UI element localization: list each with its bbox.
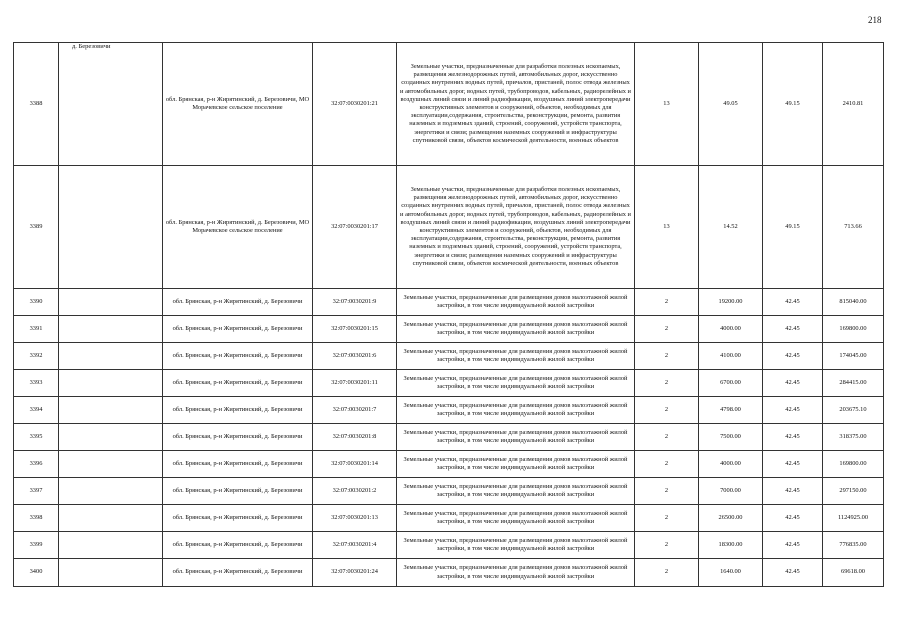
area-cell: 1640.00 bbox=[699, 559, 763, 587]
row-number: 3394 bbox=[14, 397, 59, 424]
rate-cell: 42.45 bbox=[763, 343, 823, 370]
land-purpose: Земельные участки, предназначенные для размещения домов малоэтажной жилой застройки, в том числе индивидуальной жилой застройки bbox=[397, 478, 635, 505]
rate-cell: 42.45 bbox=[763, 370, 823, 397]
table-row bbox=[14, 451, 884, 478]
address-cell: обл. Брянская, р-н Жирятинский, д. Березовичи bbox=[163, 316, 313, 343]
row-number: 3398 bbox=[14, 505, 59, 532]
land-purpose: Земельные участки, предназначенные для размещения домов малоэтажной жилой застройки, в том числе индивидуальной жилой застройки bbox=[397, 316, 635, 343]
address-cell: обл. Брянская, р-н Жирятинский, д. Березовичи bbox=[163, 424, 313, 451]
row-number: 3390 bbox=[14, 289, 59, 316]
value-cell: 1124925.00 bbox=[823, 505, 884, 532]
land-purpose: Земельные участки, предназначенные для разработки полезных ископаемых, размещения железнодорожных путей, автомобильных дорог, искусственно созданных внутренних водных путей, причалов, пристаней, полос отвода железных и автомобильных дорог, водных путей, трубопроводов, кабельных, радиорелейных и воздушных линий связи и линий радиофикации, воздушных линий электропередачи конструктивных элементов и сооружений, объектов, необходимых для эксплуатации,содержания, строительства, реконструкции, ремонта, развития наземных и подземных зданий, строений, сооружений, устройств транспорта, энергетики и связи; размещения наземных сооружений и инфраструктуры спутниковой связи, объектов космической деятельности, военных объектов bbox=[397, 43, 635, 166]
table-row bbox=[14, 559, 884, 587]
blank-cell bbox=[59, 316, 163, 343]
rate-cell: 42.45 bbox=[763, 289, 823, 316]
table-row bbox=[14, 478, 884, 505]
table-row bbox=[14, 289, 884, 316]
purpose-code: 2 bbox=[635, 451, 699, 478]
row-number: 3389 bbox=[14, 166, 59, 289]
cadastral-number: 32:07:0030201:13 bbox=[313, 505, 397, 532]
blank-cell bbox=[59, 505, 163, 532]
purpose-code: 13 bbox=[635, 166, 699, 289]
land-purpose: Земельные участки, предназначенные для размещения домов малоэтажной жилой застройки, в том числе индивидуальной жилой застройки bbox=[397, 532, 635, 559]
address-cell: обл. Брянская, р-н Жирятинский, д. Березовичи bbox=[163, 370, 313, 397]
address-cell: обл. Брянская, р-н Жирятинский, д. Березовичи bbox=[163, 289, 313, 316]
row-number: 3391 bbox=[14, 316, 59, 343]
rate-cell: 42.45 bbox=[763, 451, 823, 478]
blank-cell bbox=[59, 532, 163, 559]
cadastral-number: 32:07:0030201:14 bbox=[313, 451, 397, 478]
cadastral-number: 32:07:0030201:7 bbox=[313, 397, 397, 424]
table-row bbox=[14, 397, 884, 424]
value-cell: 169800.00 bbox=[823, 451, 884, 478]
purpose-code: 2 bbox=[635, 424, 699, 451]
land-purpose: Земельные участки, предназначенные для размещения домов малоэтажной жилой застройки, в том числе индивидуальной жилой застройки bbox=[397, 343, 635, 370]
cadastral-number: 32:07:0030201:21 bbox=[313, 43, 397, 166]
area-cell: 7500.00 bbox=[699, 424, 763, 451]
value-cell: 815040.00 bbox=[823, 289, 884, 316]
purpose-code: 2 bbox=[635, 289, 699, 316]
rate-cell: 42.45 bbox=[763, 397, 823, 424]
address-cell: обл. Брянская, р-н Жирятинский, д. Березовичи bbox=[163, 451, 313, 478]
blank-cell bbox=[59, 370, 163, 397]
area-cell: 26500.00 bbox=[699, 505, 763, 532]
table-row bbox=[14, 43, 884, 166]
purpose-code: 2 bbox=[635, 559, 699, 587]
land-purpose: Земельные участки, предназначенные для размещения домов малоэтажной жилой застройки, в том числе индивидуальной жилой застройки bbox=[397, 397, 635, 424]
address-cell: обл. Брянская, р-н Жирятинский, д. Березовичи bbox=[163, 559, 313, 587]
blank-cell bbox=[59, 424, 163, 451]
land-purpose: Земельные участки, предназначенные для размещения домов малоэтажной жилой застройки, в том числе индивидуальной жилой застройки bbox=[397, 451, 635, 478]
rate-cell: 42.45 bbox=[763, 316, 823, 343]
cadastral-number: 32:07:0030201:15 bbox=[313, 316, 397, 343]
table-row bbox=[14, 532, 884, 559]
cadastral-number: 32:07:0030201:4 bbox=[313, 532, 397, 559]
blank-cell bbox=[59, 559, 163, 587]
table-row bbox=[14, 370, 884, 397]
purpose-code: 2 bbox=[635, 478, 699, 505]
value-cell: 69618.00 bbox=[823, 559, 884, 587]
row-number: 3392 bbox=[14, 343, 59, 370]
value-cell: 284415.00 bbox=[823, 370, 884, 397]
row-number: 3397 bbox=[14, 478, 59, 505]
land-purpose: Земельные участки, предназначенные для размещения домов малоэтажной жилой застройки, в том числе индивидуальной жилой застройки bbox=[397, 505, 635, 532]
rate-cell: 42.45 bbox=[763, 532, 823, 559]
purpose-code: 2 bbox=[635, 505, 699, 532]
page-number: 218 bbox=[868, 15, 882, 25]
land-purpose: Земельные участки, предназначенные для разработки полезных ископаемых, размещения железнодорожных путей, автомобильных дорог, искусственно созданных внутренних водных путей, причалов, пристаней, полос отвода железных и автомобильных дорог, водных путей, трубопроводов, кабельных, радиорелейных и воздушных линий связи и линий радиофикации, воздушных линий электропередачи конструктивных элементов и сооружений, объектов, необходимых для эксплуатации,содержания, строительства, реконструкции, ремонта, развития наземных и подземных зданий, строений, сооружений, устройств транспорта, энергетики и связи; размещения наземных сооружений и инфраструктуры спутниковой связи, объектов космической деятельности, военных объектов bbox=[397, 166, 635, 289]
row-number: 3388 bbox=[14, 43, 59, 166]
blank-cell bbox=[59, 166, 163, 289]
table-row bbox=[14, 343, 884, 370]
area-cell: 14.52 bbox=[699, 166, 763, 289]
address-cell: обл. Брянская, р-н Жирятинский, д. Березовичи bbox=[163, 505, 313, 532]
land-purpose: Земельные участки, предназначенные для размещения домов малоэтажной жилой застройки, в том числе индивидуальной жилой застройки bbox=[397, 370, 635, 397]
area-cell: 49.05 bbox=[699, 43, 763, 166]
land-purpose: Земельные участки, предназначенные для размещения домов малоэтажной жилой застройки, в том числе индивидуальной жилой застройки bbox=[397, 559, 635, 587]
cadastral-number: 32:07:0030201:2 bbox=[313, 478, 397, 505]
value-cell: 169800.00 bbox=[823, 316, 884, 343]
row-number: 3399 bbox=[14, 532, 59, 559]
area-cell: 4000.00 bbox=[699, 316, 763, 343]
rate-cell: 42.45 bbox=[763, 424, 823, 451]
row-number: 3393 bbox=[14, 370, 59, 397]
value-cell: 174045.00 bbox=[823, 343, 884, 370]
table-row bbox=[14, 316, 884, 343]
land-purpose: Земельные участки, предназначенные для размещения домов малоэтажной жилой застройки, в том числе индивидуальной жилой застройки bbox=[397, 424, 635, 451]
purpose-code: 2 bbox=[635, 397, 699, 424]
value-cell: 776835.00 bbox=[823, 532, 884, 559]
table-row bbox=[14, 505, 884, 532]
address-cell: обл. Брянская, р-н Жирятинский, д. Березовичи bbox=[163, 397, 313, 424]
land-purpose: Земельные участки, предназначенные для размещения домов малоэтажной жилой застройки, в том числе индивидуальной жилой застройки bbox=[397, 289, 635, 316]
area-cell: 7000.00 bbox=[699, 478, 763, 505]
cadastral-number: 32:07:0030201:8 bbox=[313, 424, 397, 451]
rate-cell: 49.15 bbox=[763, 43, 823, 166]
cadastral-number: 32:07:0030201:24 bbox=[313, 559, 397, 587]
blank-cell bbox=[59, 451, 163, 478]
purpose-code: 2 bbox=[635, 532, 699, 559]
purpose-code: 2 bbox=[635, 316, 699, 343]
cadastral-number: 32:07:0030201:11 bbox=[313, 370, 397, 397]
address-cell: обл. Брянская, р-н Жирятинский, д. Березовичи, МО Морачевское сельское поселение bbox=[163, 43, 313, 166]
purpose-code: 2 bbox=[635, 343, 699, 370]
area-cell: 19200.00 bbox=[699, 289, 763, 316]
cadastral-number: 32:07:0030201:6 bbox=[313, 343, 397, 370]
value-cell: 318375.00 bbox=[823, 424, 884, 451]
value-cell: 203675.10 bbox=[823, 397, 884, 424]
area-cell: 18300.00 bbox=[699, 532, 763, 559]
land-register-table bbox=[13, 42, 884, 587]
table-row bbox=[14, 424, 884, 451]
rate-cell: 42.45 bbox=[763, 478, 823, 505]
area-cell: 4798.00 bbox=[699, 397, 763, 424]
row-number: 3396 bbox=[14, 451, 59, 478]
cadastral-number: 32:07:0030201:9 bbox=[313, 289, 397, 316]
value-cell: 2410.81 bbox=[823, 43, 884, 166]
blank-cell bbox=[59, 478, 163, 505]
address-cell: обл. Брянская, р-н Жирятинский, д. Березовичи bbox=[163, 478, 313, 505]
address-cell: обл. Брянская, р-н Жирятинский, д. Березовичи bbox=[163, 532, 313, 559]
purpose-code: 2 bbox=[635, 370, 699, 397]
rate-cell: 49.15 bbox=[763, 166, 823, 289]
address-cell: обл. Брянская, р-н Жирятинский, д. Березовичи bbox=[163, 343, 313, 370]
blank-cell bbox=[59, 43, 163, 166]
rate-cell: 42.45 bbox=[763, 559, 823, 587]
address-cell: обл. Брянская, р-н Жирятинский, д. Березовичи, МО Морачевское сельское поселение bbox=[163, 166, 313, 289]
purpose-code: 13 bbox=[635, 43, 699, 166]
area-cell: 4000.00 bbox=[699, 451, 763, 478]
blank-cell bbox=[59, 343, 163, 370]
area-cell: 6700.00 bbox=[699, 370, 763, 397]
value-cell: 713.66 bbox=[823, 166, 884, 289]
blank-cell bbox=[59, 289, 163, 316]
table-row bbox=[14, 166, 884, 289]
cadastral-number: 32:07:0030201:17 bbox=[313, 166, 397, 289]
rate-cell: 42.45 bbox=[763, 505, 823, 532]
value-cell: 297150.00 bbox=[823, 478, 884, 505]
row-number: 3395 bbox=[14, 424, 59, 451]
area-cell: 4100.00 bbox=[699, 343, 763, 370]
row-number: 3400 bbox=[14, 559, 59, 587]
top-note: д. Березовичи bbox=[72, 43, 111, 50]
blank-cell bbox=[59, 397, 163, 424]
